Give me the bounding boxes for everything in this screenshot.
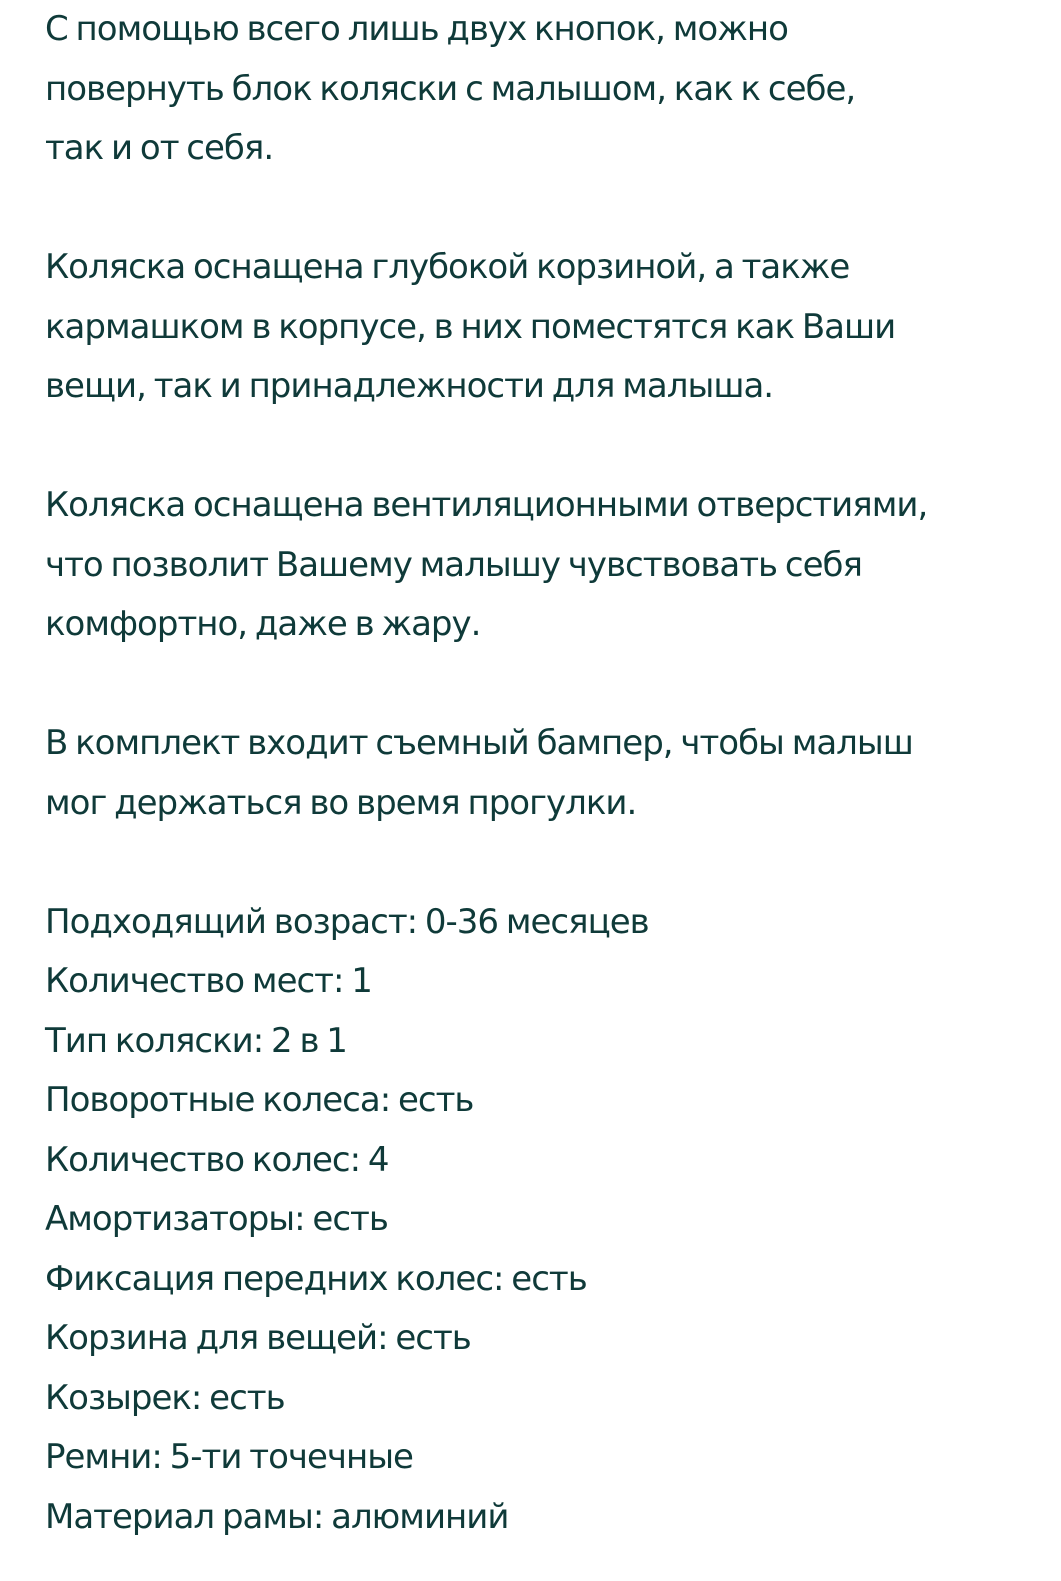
description-paragraph-bumper: [45, 714, 1035, 833]
specs-list: [45, 893, 1035, 1548]
spec-item-age: Подходящий возраст: 0-36 месяцев: [45, 901, 649, 942]
paragraph-line: комфортно, даже в жару.: [45, 604, 481, 644]
spec-item-shock-absorbers: Амортизаторы: есть: [45, 1199, 388, 1239]
paragraph-line: кармашком в корпусе, в них поместятся как Ваши: [45, 306, 896, 347]
paragraph-spacer: [45, 833, 1035, 893]
paragraph-line: В комплект входит съемный бампер, чтобы малыш: [45, 723, 913, 763]
description-paragraph-rotation: [45, 0, 1035, 179]
paragraph-spacer: [45, 655, 1035, 715]
description-paragraph-ventilation: [45, 476, 1035, 655]
spec-item-stroller-type: Тип коляски: 2 в 1: [45, 1020, 347, 1061]
spec-item-harness: Ремни: 5-ти точечные: [45, 1437, 413, 1477]
spec-item-basket: Корзина для вещей: есть: [45, 1318, 471, 1358]
paragraph-line: С помощью всего лишь двух кнопок, можно: [45, 9, 788, 49]
paragraph-line: повернуть блок коляски с малышом, как к себе,: [45, 68, 856, 109]
spec-item-frame-material: Материал рамы: алюминий: [45, 1496, 509, 1537]
spec-item-canopy: Козырек: есть: [45, 1377, 285, 1418]
paragraph-line: что позволит Вашему малышу чувствовать себя: [45, 544, 862, 585]
spec-item-swivel-wheels: Поворотные колеса: есть: [45, 1080, 474, 1120]
paragraph-line: вещи, так и принадлежности для малыша.: [45, 366, 774, 406]
paragraph-line: Коляска оснащена вентиляционными отверстиями,: [45, 485, 928, 525]
paragraph-line: так и от себя.: [45, 128, 274, 168]
spec-item-wheel-count: Количество колес: 4: [45, 1139, 389, 1180]
description-paragraph-basket: [45, 238, 1035, 417]
paragraph-line: мог держаться во время прогулки.: [45, 782, 637, 823]
product-description: [45, 0, 1035, 1547]
spec-item-front-wheel-lock: Фиксация передних колес: есть: [45, 1258, 587, 1299]
paragraph-spacer: [45, 179, 1035, 239]
spec-item-seats: Количество мест: 1: [45, 961, 372, 1001]
paragraph-spacer: [45, 417, 1035, 477]
paragraph-line: Коляска оснащена глубокой корзиной, а также: [45, 247, 850, 287]
